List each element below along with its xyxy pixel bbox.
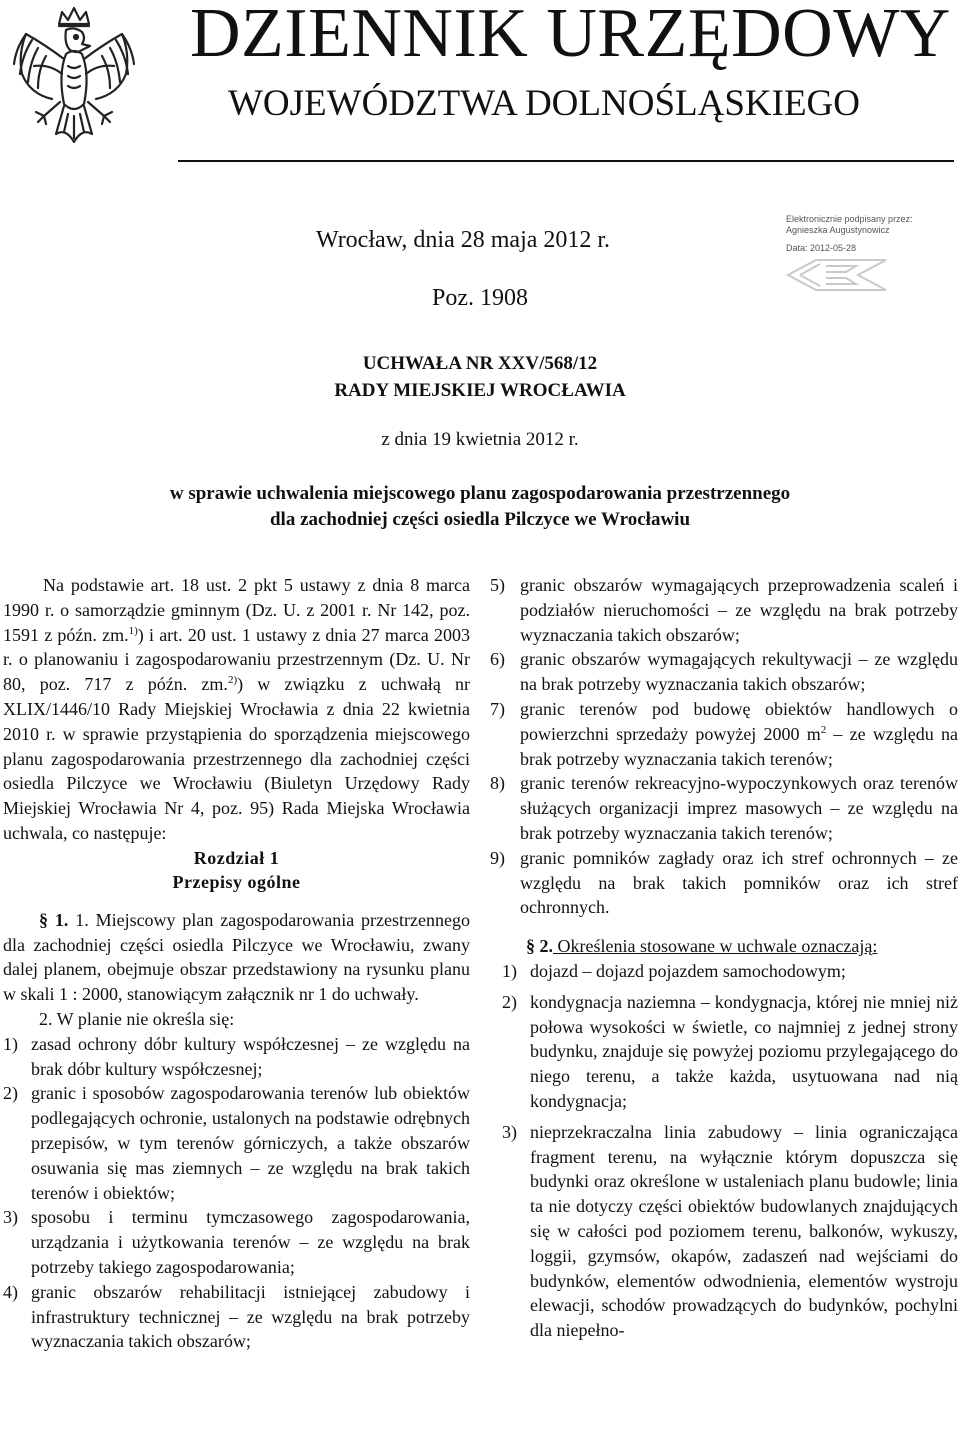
signature-date: Data: 2012-05-28 <box>786 243 857 253</box>
excluded-items-list-continued <box>490 573 958 920</box>
definition-number: 3) <box>502 1121 517 1142</box>
signature-block <box>786 214 960 254</box>
list-item-number: 4) <box>3 1281 18 1302</box>
list-item <box>3 1081 470 1205</box>
place-date: Wrocław, dnia 28 maja 2012 r. <box>316 227 611 253</box>
paragraph-1-text: 1. Miejscowy plan zagospodarowania przestrzennego dla zachodniej części osiedla Pilczyce we Wrocławiu, zwany dalej planem, obejmuje obszar przedstawiony na rysunku planu w skali 1 : 2000, stanowiącym załącznik nr 1 do uchwały. <box>3 909 470 1005</box>
list-item-text: granic terenów rekreacyjno-wypoczynkowych oraz terenów służących organizacji imprez masowych – ze względu na brak potrzeby wyznaczania takich terenów; <box>520 773 958 843</box>
chapter-heading: Rozdział 1 <box>193 847 280 868</box>
list-item-number: 8) <box>490 773 505 794</box>
list-item-text: granic obszarów rehabilitacji istniejącej zabudowy i infrastruktury technicznej – ze względu na brak potrzeby wyznaczania takich obszarów; <box>31 1281 470 1352</box>
excluded-items-list <box>3 1032 470 1354</box>
footnote-ref-1: 1) <box>128 624 138 637</box>
definition-text: nieprzekraczalna linia zabudowy – linia ograniczająca fragment terenu, na wyłącznie którym dopuszcza się budynki oraz określone w ustaleniach planu budowle; linia ta nie dotyczy części obiektów budowlanych znajdujących się w całości pod poziomem terenu, balkonów, wykuszy, loggii, gzymsów, okapów, zadaszeń nad wejściami do budynków, elementów odwodnienia, elementów wystroju elewacji, schodów prowadzących do budynków, pochylni dla niepełno- <box>530 1121 958 1341</box>
list-item <box>490 647 958 697</box>
definition-item <box>490 990 958 1114</box>
list-item-number: 7) <box>490 698 505 719</box>
act-date: z dnia 19 kwietnia 2012 r. <box>381 429 579 450</box>
paragraph-1 <box>3 908 470 1007</box>
list-item-text: sposobu i terminu tymczasowego zagospodarowania, urządzania i użytkowania terenów – ze względu na brak potrzeby takiego zagospodarowania; <box>31 1207 470 1277</box>
list-item <box>3 1205 470 1279</box>
list-item-text: granic i sposobów zagospodarowania terenów lub obiektów podlegających ochronie, ustalonych na podstawie odrębnych przepisów, w tym terenów górniczych, a także obszarów osuwania się mas ziemnych – ze względu na brak takich terenów i obiektów; <box>31 1083 470 1203</box>
act-title-line2: RADY MIEJSKIEJ WROCŁAWIA <box>334 380 626 401</box>
masthead-title: DZIENNIK URZĘDOWY <box>190 0 951 72</box>
list-item <box>490 771 958 845</box>
act-title-line1: UCHWAŁA NR XXV/568/12 <box>362 353 598 374</box>
preamble-part-b: ) i art. 20 ust. 1 ustawy z dnia 27 marca 2003 r. o planowaniu i zagospodarowaniu przestrzennym (Dz. U. Nr 80, poz. 717 z późn. zm. <box>3 624 471 695</box>
list-item <box>3 1280 470 1354</box>
list-item-text-continued: – ze względu na brak potrzeby wyznaczania takich terenów; <box>520 723 958 769</box>
list-item-number: 9) <box>490 847 505 868</box>
list-item-text: granic terenów pod budowę obiektów handlowych o powierzchni sprzedaży powyżej 2000 m <box>520 698 958 744</box>
masthead-rule <box>178 160 954 162</box>
list-item-text: granic obszarów wymagających rekultywacji – ze względu na brak potrzeby wyznaczania takich obszarów; <box>520 649 958 695</box>
paragraph-1-label: § 1. <box>39 909 69 930</box>
definition-number: 1) <box>502 960 517 981</box>
preamble <box>3 573 470 846</box>
list-item <box>3 1032 470 1082</box>
list-item-text: granic pomników zagłady oraz ich stref ochronnych – ze względu na brak takich pomników oraz ich stref ochronnych. <box>520 847 958 918</box>
definition-number: 2) <box>502 991 517 1012</box>
paragraph-2 <box>490 934 958 959</box>
signature-line1: Elektronicznie podpisany przez: <box>786 214 913 224</box>
signature-line2: Agnieszka Augustynowicz <box>786 225 890 235</box>
masthead-subtitle: WOJEWÓDZTWA DOLNOŚLĄSKIEGO <box>228 83 860 124</box>
superscript: 2 <box>820 723 827 736</box>
list-item-number: 1) <box>3 1033 18 1054</box>
footnote-ref-2: 2) <box>227 674 238 687</box>
left-column <box>3 573 470 1354</box>
preamble-part-a: Na podstawie art. 18 ust. 2 pkt 5 ustawy z dnia 8 marca 1990 r. o samorządzie gminnym (Dz. U. z 2001 r. Nr 142, poz. 1591 z późn. zm. <box>3 575 470 645</box>
definition-text: dojazd – dojazd pojazdem samochodowym; <box>530 960 846 981</box>
act-subject-line1: w sprawie uchwalenia miejscowego planu zagospodarowania przestrzennego <box>169 483 791 504</box>
polish-eagle-emblem-icon <box>4 4 144 179</box>
paragraph-2-label: § 2. <box>526 936 553 957</box>
definition-item <box>490 1120 958 1343</box>
paragraph-2-text: Określenia stosowane w uchwale oznaczają: <box>553 936 878 957</box>
list-item-number: 2) <box>3 1083 18 1104</box>
position-number: Poz. 1908 <box>432 285 528 311</box>
act-subject-line2: dla zachodniej części osiedla Pilczyce we Wrocławiu <box>269 509 691 530</box>
list-item-number: 3) <box>3 1207 18 1228</box>
list-item-number: 6) <box>490 649 505 670</box>
list-item <box>490 573 958 647</box>
list-item-text: zasad ochrony dóbr kultury współczesnej – ze względu na brak dóbr kultury współczesnej; <box>31 1033 470 1079</box>
chapter-title: Przepisy ogólne <box>172 871 301 892</box>
definition-text: kondygnacja naziemna – kondygnacja, której nie mniej niż połowa wysokości w świetle, co najmniej z jednej strony budynku, znajduje się powyżej poziomu przylegającego do niego terenu, a także każda, usytuowana nad nią kondygnacja; <box>530 991 958 1111</box>
right-column <box>490 573 958 1349</box>
list-item <box>490 697 958 771</box>
list-item <box>490 846 958 920</box>
definition-item <box>490 959 958 984</box>
list-item-number: 5) <box>490 575 505 595</box>
definitions-list <box>490 959 958 1343</box>
list-item-text: granic obszarów wymagających przeprowadzenia scaleń i podziałów nieruchomości – ze względu na brak potrzeby wyznaczania takich obszarów; <box>520 575 958 645</box>
preamble-part-c: ) w związku z uchwałą nr XLIX/1446/10 Rady Miejskiej Wrocławia z dnia 22 kwietnia 2010 r. w sprawie przystąpienia do sporządzenia miejscowego planu zagospodarowania przestrzennego dla zachodniej części osiedla Pilczyce we Wrocławiu (Biuletyn Urzędowy Rady Miejskiej Wrocławia Nr 4, poz. 95) Rada Miejska Wrocławia uchwala, co następuje: <box>3 674 470 843</box>
paragraph-1-point-2: 2. W planie nie określa się: <box>39 1008 235 1029</box>
